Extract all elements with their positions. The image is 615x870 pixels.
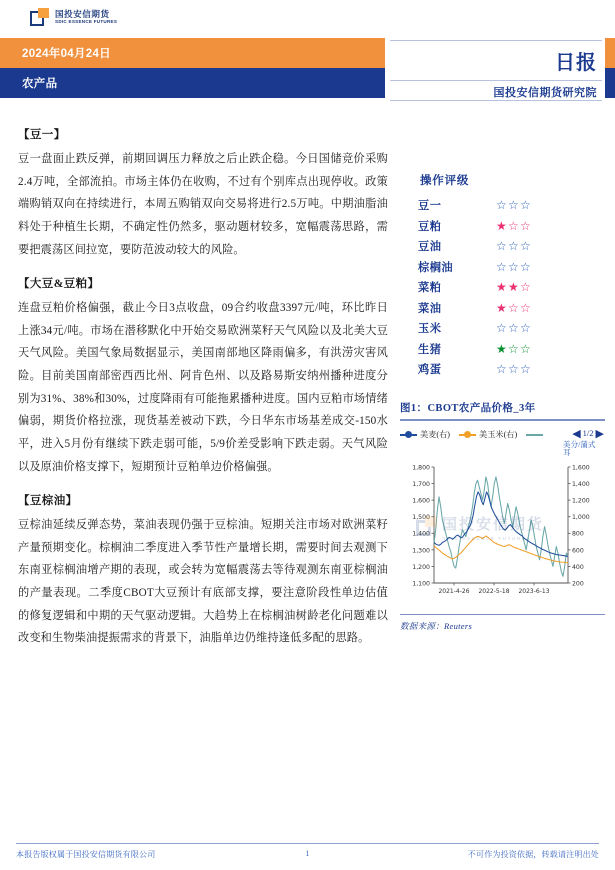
rating-stars xyxy=(496,220,532,232)
company-logo xyxy=(30,8,117,28)
rating-product-name: 棕榈油 xyxy=(418,261,454,274)
section-title: 【大豆&豆粕】 xyxy=(18,278,100,291)
rating-row xyxy=(418,318,598,339)
logo-name-en: SDIC ESSENCE FUTURES xyxy=(55,19,118,24)
rating-row xyxy=(418,216,598,237)
rating-product-name: 豆粕 xyxy=(418,220,442,233)
chart-legend xyxy=(400,427,605,458)
rating-row xyxy=(418,195,598,216)
pager-page-indicator: 1/2 xyxy=(582,428,594,438)
star-empty-icon: ☆ xyxy=(519,218,532,233)
rating-row xyxy=(418,298,598,319)
research-institute-name: 国投安信期货研究院 xyxy=(493,87,597,99)
section-soybean-no1 xyxy=(18,126,388,261)
header-divider-middle xyxy=(390,80,602,81)
section-title: 【豆一】 xyxy=(18,129,66,141)
rating-row xyxy=(418,339,598,360)
footer-divider xyxy=(16,843,599,844)
rating-row xyxy=(418,236,598,257)
y-axis-left-tick: 1,300 xyxy=(412,546,430,554)
star-empty-icon: ☆ xyxy=(519,198,532,213)
report-type-title: 日报 xyxy=(555,52,597,74)
chart-series-line xyxy=(434,535,568,562)
star-filled-icon: ★ xyxy=(496,341,508,356)
ratings-list xyxy=(418,195,598,380)
section-title: 【豆棕油】 xyxy=(18,495,78,508)
legend-label: 美麦(右) xyxy=(420,430,451,439)
header-divider-top xyxy=(390,40,602,41)
rating-product-name: 菜粕 xyxy=(418,282,442,295)
rating-product-name: 豆油 xyxy=(418,241,442,254)
star-empty-icon: ☆ xyxy=(507,239,520,254)
rating-row xyxy=(418,257,598,278)
watermark-name-cn: 国投安信期货 xyxy=(442,515,545,533)
header-band-orange-edge xyxy=(605,38,615,68)
legend-swatch-icon xyxy=(400,434,417,436)
footer-copyright: 本报告版权属于国投安信期货有限公司 xyxy=(16,850,156,859)
y-axis-right-tick: 1,400 xyxy=(572,480,590,488)
header-band-blue-edge xyxy=(605,68,615,98)
chart-source-divider xyxy=(400,614,605,615)
chart-title-divider xyxy=(400,419,605,421)
y-axis-left-tick: 1,800 xyxy=(412,463,430,471)
star-empty-icon: ☆ xyxy=(519,280,532,295)
star-empty-icon: ☆ xyxy=(507,300,520,315)
y-axis-right-tick: 1,000 xyxy=(572,513,590,521)
chart-source: 数据来源：Reuters xyxy=(400,620,473,631)
section-soybean-palm-oil xyxy=(18,492,388,650)
star-empty-icon: ☆ xyxy=(519,239,532,254)
footer-disclaimer: 不可作为投资依据，转载请注明出处 xyxy=(467,850,599,859)
rating-stars xyxy=(496,363,532,375)
star-empty-icon: ☆ xyxy=(519,259,532,274)
watermark-name-en: SDIC ESSENCE FUTURES xyxy=(442,535,532,541)
section-body: 豆一盘面止跌反弹，前期回调压力释放之后止跌企稳。今日国储竞价采购2.4万吨，全部流拍。市场主体仍在收购，不过有个别库点出现停收。政策端购销双向在持续进行，本周五购销双向交易将进行2.5万吨。中期油脂油料处于种植生长期，不确定性仍然多，驱动题材较多，宽幅震荡思路，需要把震荡区间拉宽，要防范波动较大的风险。 xyxy=(18,153,388,256)
star-empty-icon: ☆ xyxy=(496,198,508,213)
legend-item-corn xyxy=(459,429,517,440)
chart-pager[interactable] xyxy=(571,427,605,440)
star-empty-icon: ☆ xyxy=(496,362,508,377)
star-empty-icon: ☆ xyxy=(507,362,520,377)
star-empty-icon: ☆ xyxy=(519,362,532,377)
chart-series-line xyxy=(434,476,568,575)
chart-plot-area xyxy=(400,461,605,611)
y-axis-right-tick: 1,600 xyxy=(572,463,590,471)
legend-label: 美玉米(右) xyxy=(479,430,518,439)
article-content xyxy=(18,126,388,664)
star-empty-icon: ☆ xyxy=(507,198,520,213)
y-axis-left-tick: 1,200 xyxy=(412,563,430,571)
section-body: 连盘豆粕价格偏强，截止今日3点收盘，09合约收盘3397元/吨，环比昨日上涨34元/吨。市场在潜移默化中开始交易欧洲菜籽天气风险以及北美大豆天气风险。美国气象局数据显示，美国南部地区降雨偏多，有洪涝灾害风险。目前美国南部密西西比州、阿肯色州、以及路易斯安纳州播种进度分别为31%、38%和30%，过度降雨有可能拖累播种进度。国内豆粕市场情绪偏弱，期货价格拉涨，现货基差被动下跌，今日华东市场基差成交-150水平，进入5月份有继续下跌走弱可能，5/9价差受影响下跌走弱。天气风险以及原油价格支撑下，短期预计豆粕单边价格偏强。 xyxy=(18,302,388,473)
y-axis-left-tick: 1,100 xyxy=(412,579,430,587)
footer-page-number: 1 xyxy=(305,849,310,858)
y-axis-left-tick: 1,600 xyxy=(412,497,430,505)
y-axis-left-tick: 1,400 xyxy=(412,530,430,538)
legend-item-third xyxy=(526,434,546,436)
legend-item-wheat xyxy=(400,429,450,440)
y-axis-left-tick: 1,500 xyxy=(412,513,430,521)
y-axis-left-tick: 1,700 xyxy=(412,480,430,488)
rating-stars xyxy=(496,261,532,273)
star-filled-icon: ★ xyxy=(496,280,508,295)
section-soybean-and-meal xyxy=(18,275,388,478)
legend-swatch-icon xyxy=(459,434,476,436)
chart-unit-label: 美分/蒲式耳 xyxy=(563,439,596,458)
rating-row xyxy=(418,359,598,380)
star-empty-icon: ☆ xyxy=(519,341,532,356)
star-empty-icon: ☆ xyxy=(496,239,508,254)
x-axis-tick: 2021-4-26 xyxy=(438,587,470,595)
y-axis-right-tick: 200 xyxy=(572,579,584,587)
star-filled-icon: ★ xyxy=(496,300,508,315)
x-axis-tick: 2023-6-13 xyxy=(518,587,550,595)
star-empty-icon: ☆ xyxy=(496,321,508,336)
y-axis-right-tick: 800 xyxy=(572,530,584,538)
rating-product-name: 生猪 xyxy=(418,343,442,356)
chart-title: 图1：CBOT农产品价格_3年 xyxy=(400,403,536,414)
star-filled-icon: ★ xyxy=(496,218,508,233)
masthead xyxy=(0,0,615,36)
rating-product-name: 玉米 xyxy=(418,323,442,336)
rating-product-name: 菜油 xyxy=(418,302,442,315)
star-empty-icon: ☆ xyxy=(496,259,508,274)
y-axis-right-tick: 600 xyxy=(572,546,584,554)
y-axis-right-tick: 400 xyxy=(572,563,584,571)
rating-stars xyxy=(496,302,532,314)
pager-prev-arrow-icon[interactable]: ◀ xyxy=(572,427,581,440)
star-empty-icon: ☆ xyxy=(519,321,532,336)
header-divider-bottom xyxy=(390,100,602,101)
rating-stars xyxy=(496,199,532,211)
rating-product-name: 鸡蛋 xyxy=(418,364,442,377)
pager-next-arrow-icon[interactable]: ▶ xyxy=(595,427,604,440)
logo-name-cn: 国投安信期货 xyxy=(55,9,110,19)
rating-stars xyxy=(496,240,532,252)
rating-stars xyxy=(496,322,532,334)
report-category: 农产品 xyxy=(22,78,58,90)
star-empty-icon: ☆ xyxy=(507,259,520,274)
star-empty-icon: ☆ xyxy=(519,300,532,315)
operation-ratings-panel xyxy=(418,172,598,380)
rating-stars xyxy=(496,343,532,355)
section-body: 豆棕油延续反弹态势，菜油表现仍强于豆棕油。短期关注市场对欧洲菜籽产量预期变化。棕榈油二季度进入季节性产量增长期，需要时间去观测下东南亚棕榈油增产期的表现，或会转为宽幅震荡去等待观测东南亚棕榈油的产量表现。二季度CBOT大豆预计有底部支撑，要注意阶段性单边估值的修复逻辑和中期的天气驱动逻辑。大趋势上在棕榈油树龄老化问题难以改变和生物柴油提振需求的背景下，油脂单边仍维持逢低多配的思路。 xyxy=(18,519,388,645)
chart-figure-1 xyxy=(400,400,605,632)
chart-svg xyxy=(400,461,605,611)
y-axis-right-tick: 1,200 xyxy=(572,497,590,505)
rating-product-name: 豆一 xyxy=(418,200,442,213)
rating-row xyxy=(418,277,598,298)
rating-stars xyxy=(496,281,532,293)
star-empty-icon: ☆ xyxy=(507,218,520,233)
x-axis-tick: 2022-5-18 xyxy=(478,587,510,595)
logo-mark-icon xyxy=(30,8,50,28)
header-band-blue xyxy=(0,68,385,98)
star-empty-icon: ☆ xyxy=(507,341,520,356)
star-filled-icon: ★ xyxy=(507,280,520,295)
ratings-title: 操作评级 xyxy=(420,175,470,187)
star-empty-icon: ☆ xyxy=(507,321,520,336)
report-date: 2024年04月24日 xyxy=(22,48,111,60)
legend-swatch-icon xyxy=(526,434,543,436)
